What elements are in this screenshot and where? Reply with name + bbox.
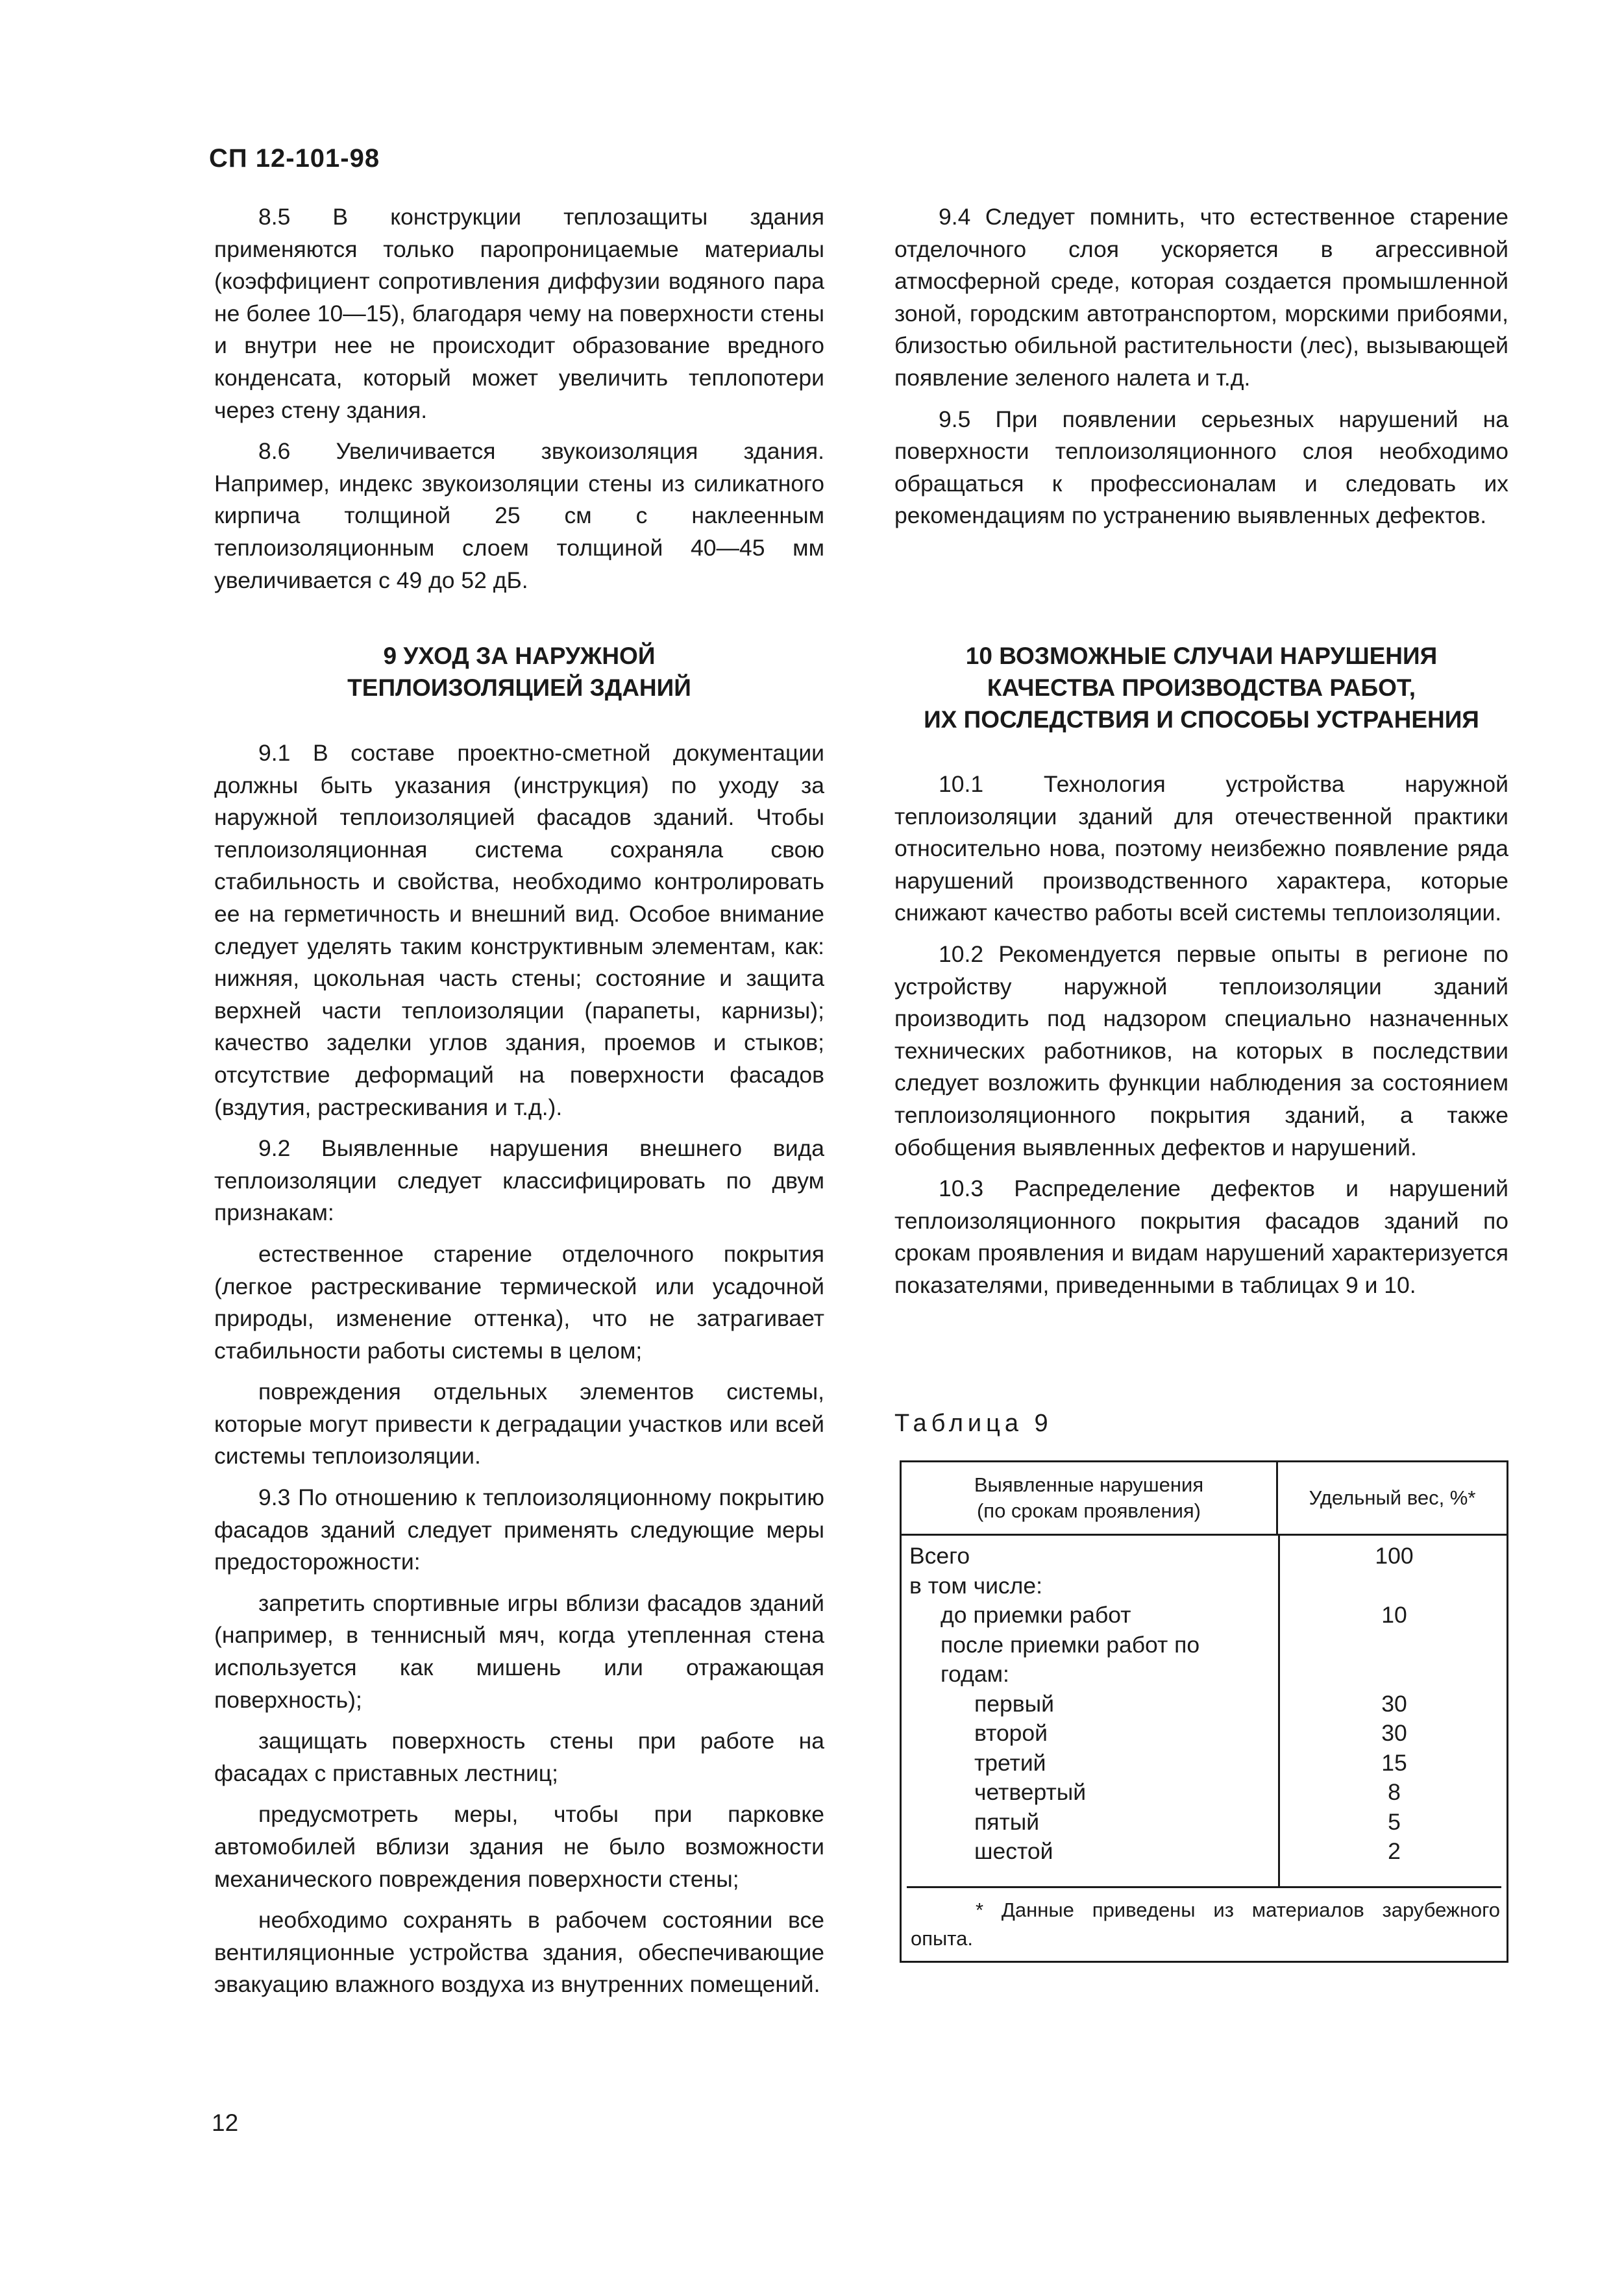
table-row-label: в том числе: [909,1572,1042,1599]
left-column-top [214,201,824,606]
table-row-label: первый [974,1690,1054,1717]
right-column-top [894,201,1508,541]
table-row-label: второй [974,1720,1048,1746]
table-9 [900,1460,1508,1963]
paragraph-9-3-item-3: предусмотреть меры, чтобы при парковке автомобилей вблизи здания не было возможности механического повреждения поверхности стены; [214,1801,824,1892]
table-row-label: Всего [909,1543,970,1569]
paragraph-8-6: 8.6 Увеличивается звукоизоляция здания. Например, индекс звукоизоляции стены из силикатного кирпича толщиной 25 см с наклеенным теплоизоляционным слоем толщиной 40—45 мм увеличивается с 49 до 52 дБ. [214,438,824,593]
paragraph-9-4: 9.4 Следует помнить, что естественное старение отделочного слоя ускоряется в агрессивной атмосферной среде, которая создается промышленной зоной, городским автотранспортом, морскими прибоями, близостью обильной растительности (лес), вызывающей появление зеленого налета и т.д. [894,204,1508,391]
document-code: СП 12-101-98 [209,144,380,173]
table-row-value: 8 [1388,1779,1401,1805]
table-header-violations [902,1462,1278,1534]
table-footnote-divider [907,1886,1501,1888]
table-row [902,1778,1507,1808]
section-10-heading: 10 ВОЗМОЖНЫЕ СЛУЧАИ НАРУШЕНИЯ КАЧЕСТВА ПРОИЗВОДСТВА РАБОТ, ИХ ПОСЛЕДСТВИЯ И СПОСОБЫ УСТРАНЕНИЯ [924,643,1479,733]
table-row [902,1690,1507,1719]
table-row [902,1719,1507,1749]
table-row-label: третий [974,1749,1046,1776]
paragraph-8-5: 8.5 В конструкции теплозащиты здания применяются только паропроницаемые материалы (коэффициент сопротивления диффузии водяного пара не более 10—15), благодаря чему на поверхности стены и внутри нее не происходит образование вредного конденсата, который может увеличить теплопотери через стену здания. [214,204,824,423]
table-row-label: до приемки работ [941,1602,1131,1628]
paragraph-9-2-item-1: естественное старение отделочного покрытия (легкое растрескивание термической или усадочной природы, изменение оттенка), что не затрагивает стабильности работы системы в целом; [214,1240,824,1364]
table-row-value: 100 [1375,1543,1414,1569]
table-row-value: 2 [1388,1838,1401,1864]
section-10-body [894,768,1508,1311]
paragraph-9-3-item-4: необходимо сохранять в рабочем состоянии все вентиляционные устройства здания, обеспечивающие эвакуацию влажного воздуха из внутренних помещений. [214,1907,824,1998]
table-row [902,1630,1507,1660]
table-row-value: 15 [1381,1749,1407,1776]
table-row [902,1571,1507,1601]
table-row [902,1660,1507,1690]
paragraph-9-2: 9.2 Выявленные нарушения внешнего вида теплоизоляции следует классифицировать по двум признакам: [214,1135,824,1226]
section-9-body [214,737,824,2010]
table-row [902,1749,1507,1778]
table-row [902,1837,1507,1867]
table-row-value: 10 [1381,1602,1407,1628]
table-row [902,1542,1507,1571]
paragraph-9-5: 9.5 При появлении серьезных нарушений на поверхности теплоизоляционного слоя необходимо обращаться к профессионалам и следовать их рекомендациям по устранению выявленных дефектов. [894,406,1508,529]
section-9-heading: 9 УХОД ЗА НАРУЖНОЙ ТЕПЛОИЗОЛЯЦИЕЙ ЗДАНИЙ [347,643,691,701]
table-row-label: годам: [941,1661,1009,1687]
table-row-label: шестой [974,1838,1053,1864]
table-row-value: 30 [1381,1720,1407,1746]
table-row-value: 30 [1381,1690,1407,1717]
table-header-row [902,1462,1507,1536]
paragraph-10-2: 10.2 Рекомендуется первые опыты в регионе по устройству наружной теплоизоляции зданий производить под надзором специально назначенных технических работников, на которых в последствии следует возложить функции наблюдения за состоянием теплоизоляционного покрытия зданий, а также обобщения выявленных дефектов и нарушений. [894,940,1508,1161]
table-row-value: 5 [1388,1808,1401,1835]
paragraph-9-2-item-2: повреждения отдельных элементов системы, которые могут привести к деградации участков или всей системы теплоизоляции. [214,1379,824,1469]
table-footnote: * Данные приведены из материалов зарубежного опыта. [911,1899,1500,1950]
table-row [902,1601,1507,1630]
table-row [902,1808,1507,1837]
table-9-caption: Таблица 9 [894,1410,1053,1437]
paragraph-9-3-item-1: запретить спортивные игры вблизи фасадов зданий (например, в теннисный мяч, когда утепленная стена используется как мишень или отражающая поверхность); [214,1590,824,1713]
table-row-label: четвертый [974,1779,1087,1805]
table-header-share [1278,1462,1507,1534]
table-row-label: пятый [974,1808,1040,1835]
paragraph-10-1: 10.1 Технология устройства наружной теплоизоляции зданий для отечественной практики относительно нова, поэтому неизбежно появление ряда нарушений производственного характера, которые снижают качество работы всей системы теплоизоляции. [894,771,1508,926]
paragraph-9-3: 9.3 По отношению к теплоизоляционному покрытию фасадов зданий следует применять следующие меры предосторожности: [214,1484,824,1575]
paragraph-9-1: 9.1 В составе проектно-сметной документации должны быть указания (инструкция) по уходу за наружной теплоизоляцией фасадов зданий. Чтобы теплоизоляционная система сохраняла свою стабильность и свойства, необходимо контролировать ее на герметичность и внешний вид. Особое внимание следует уделять таким конструктивным элементам, как: нижняя, цокольная часть стены; состояние и защита верхней части теплоизоляции (парапеты, карнизы); качество заделки углов здания, проемов и стыков; отсутствие деформаций на поверхности фасадов (вздутия, растрескивания и т.д.). [214,740,824,1120]
page-number: 12 [212,2109,239,2136]
paragraph-9-3-item-2: защищать поверхность стены при работе на фасадах с приставных лестниц; [214,1728,824,1786]
table-header-share-text: Удельный вес, %* [1309,1486,1476,1509]
table-row-label: после приемки работ по [941,1631,1200,1658]
paragraph-10-3: 10.3 Распределение дефектов и нарушений теплоизоляционного покрытия фасадов зданий по срокам проявления и видам нарушений характеризуется показателями, приведенными в таблицах 9 и 10. [894,1175,1508,1298]
table-body [902,1542,1507,1867]
table-header-violations-text: Выявленные нарушения (по срокам проявления) [974,1473,1204,1522]
